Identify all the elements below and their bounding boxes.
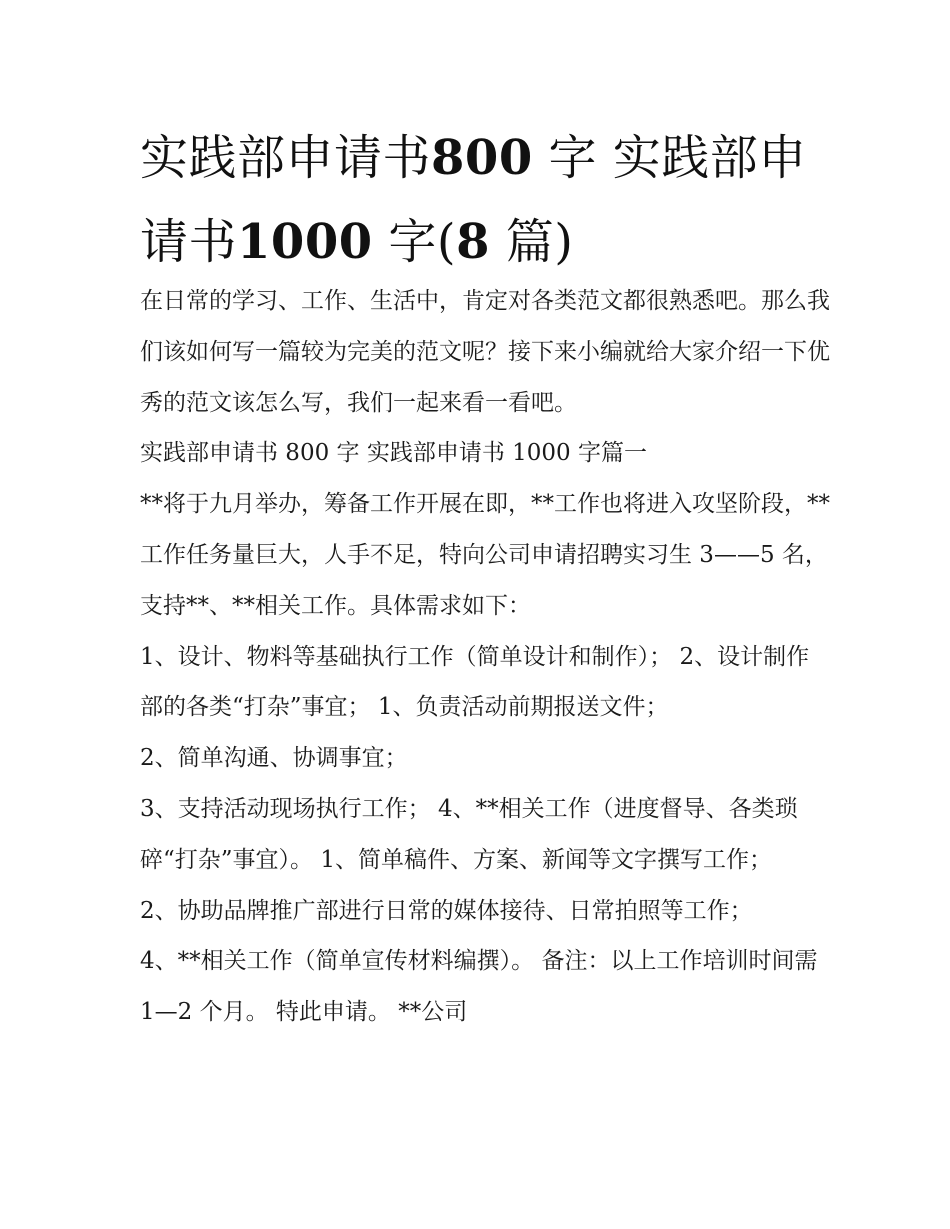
request-paragraph: **将于九月举办，筹备工作开展在即，**工作也将进入攻坚阶段，**工作任务量巨大，人手不足，特向公司申请招聘实习生 3——5 名，支持**、**相关工作。具体需求如下： — [140, 491, 830, 619]
title-number-2: 1000 — [237, 214, 373, 270]
closing-paragraph: 4、**相关工作（简单宣传材料编撰）。 备注：以上工作培训时间需 1—2 个月。 特此申请。 **公司 — [140, 948, 818, 1026]
title-text-3: 字( — [372, 214, 457, 270]
section-heading: 实践部申请书 800 字 实践部申请书 1000 字篇一 — [140, 440, 647, 467]
document-body — [140, 276, 830, 1038]
title-text-1: 实践部申请书 — [140, 130, 432, 186]
title-text-4: 篇) — [490, 214, 574, 270]
list-paragraph: 1、设计、物料等基础执行工作（简单设计和制作）； 2、设计制作部的各类“打杂”事宜； 1、负责活动前期报送文件； — [140, 643, 810, 721]
title-number-3: 8 — [456, 214, 491, 270]
title-text-2: 字 实践部申请书 — [140, 130, 807, 270]
list-paragraph: 2、协助品牌推广部进行日常的媒体接待、日常拍照等工作； — [140, 897, 753, 924]
list-paragraph: 3、支持活动现场执行工作； 4、**相关工作（进度督导、各类琐碎“打杂”事宜）。 1、简单稿件、方案、新闻等文字撰写工作； — [140, 795, 798, 873]
intro-paragraph: 在日常的学习、工作、生活中，肯定对各类范文都很熟悉吧。那么我们该如何写一篇较为完美的范文呢？接下来小编就给大家介绍一下优秀的范文该怎么写，我们一起来看一看吧。 — [140, 288, 830, 416]
list-paragraph: 2、简单沟通、协调事宜； — [140, 745, 408, 772]
title-number-1: 800 — [431, 130, 533, 186]
document-title — [140, 116, 820, 284]
